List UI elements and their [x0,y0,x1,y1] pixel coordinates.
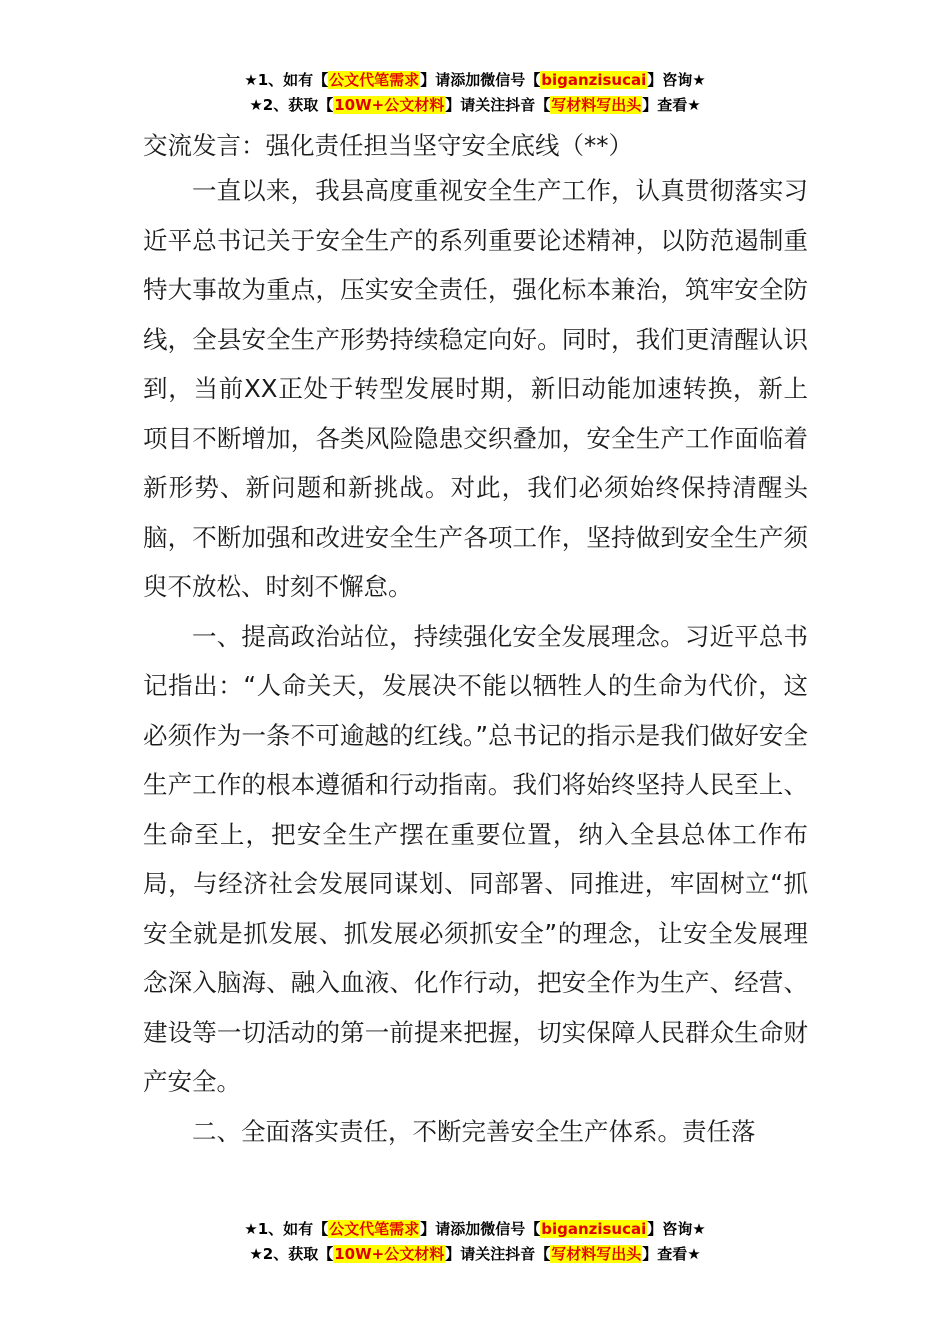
promo-line-1 [0,68,950,93]
promo-text: 】查看★ [642,1245,701,1263]
promo-highlight: 公文代笔需求 [329,1220,420,1238]
promo-text: 】请关注抖音【 [445,96,551,114]
promo-highlight: 写材料写出头 [551,96,642,114]
paragraph-intro: 一直以来，我县高度重视安全生产工作，认真贯彻落实习近平总书记关于安全生产的系列重要论述精神，以防范遏制重特大事故为重点，压实安全责任，强化标本兼治，筑牢安全防线，全县安全生产形势持续稳定向好。同时，我们更清醒认识到，当前XX正处于转型发展时期，新旧动能加速转换，新上项目不断增加，各类风险隐患交织叠加，安全生产工作面临着新形势、新问题和新挑战。对此，我们必须始终保持清醒头脑，不断加强和改进安全生产各项工作，坚持做到安全生产须臾不放松、时刻不懈怠。 [143,176,808,601]
promo-line-2 [0,93,950,118]
promo-text: 】咨询★ [647,1220,706,1238]
promo-line-1 [0,1217,950,1242]
promo-line-2 [0,1242,950,1267]
promo-text: 】请添加微信号【 [420,1220,541,1238]
promo-highlight: biganzisucai [541,71,647,89]
promo-text: ★2、获取【 [249,96,334,114]
document-title: 交流发言：强化责任担当坚守安全底线（**） [143,131,633,160]
promo-text: 】查看★ [642,96,701,114]
promo-text: ★2、获取【 [249,1245,334,1263]
promo-text: 】咨询★ [647,71,706,89]
promo-highlight: 10W+公文材料 [334,1245,445,1263]
paragraph-section-1: 一、提高政治站位，持续强化安全发展理念。习近平总书记指出：“人命关天，发展决不能以牺牲人的生命为代价，这必须作为一条不可逾越的红线。”总书记的指示是我们做好安全生产工作的根本遵循和行动指南。我们将始终坚持人民至上、生命至上，把安全生产摆在重要位置，纳入全县总体工作布局，与经济社会发展同谋划、同部署、同推进，牢固树立“抓安全就是抓发展、抓发展必须抓安全”的理念，让安全发展理念深入脑海、融入血液、化作行动，把安全作为生产、经营、建设等一切活动的第一前提来把握，切实保障人民群众生命财产安全。 [143,621,808,1096]
promo-highlight: 10W+公文材料 [334,96,445,114]
document-body [143,126,808,1156]
promo-text: ★1、如有【 [244,1220,329,1238]
promo-text: 】请添加微信号【 [420,71,541,89]
promo-banner-bottom [0,1217,950,1267]
promo-highlight: 写材料写出头 [551,1245,642,1263]
promo-highlight: biganzisucai [541,1220,647,1238]
paragraph-section-2: 二、全面落实责任，不断完善安全生产体系。责任落 [192,1116,756,1146]
promo-text: ★1、如有【 [244,71,329,89]
promo-highlight: 公文代笔需求 [329,71,420,89]
promo-banner-top [0,68,950,118]
promo-text: 】请关注抖音【 [445,1245,551,1263]
